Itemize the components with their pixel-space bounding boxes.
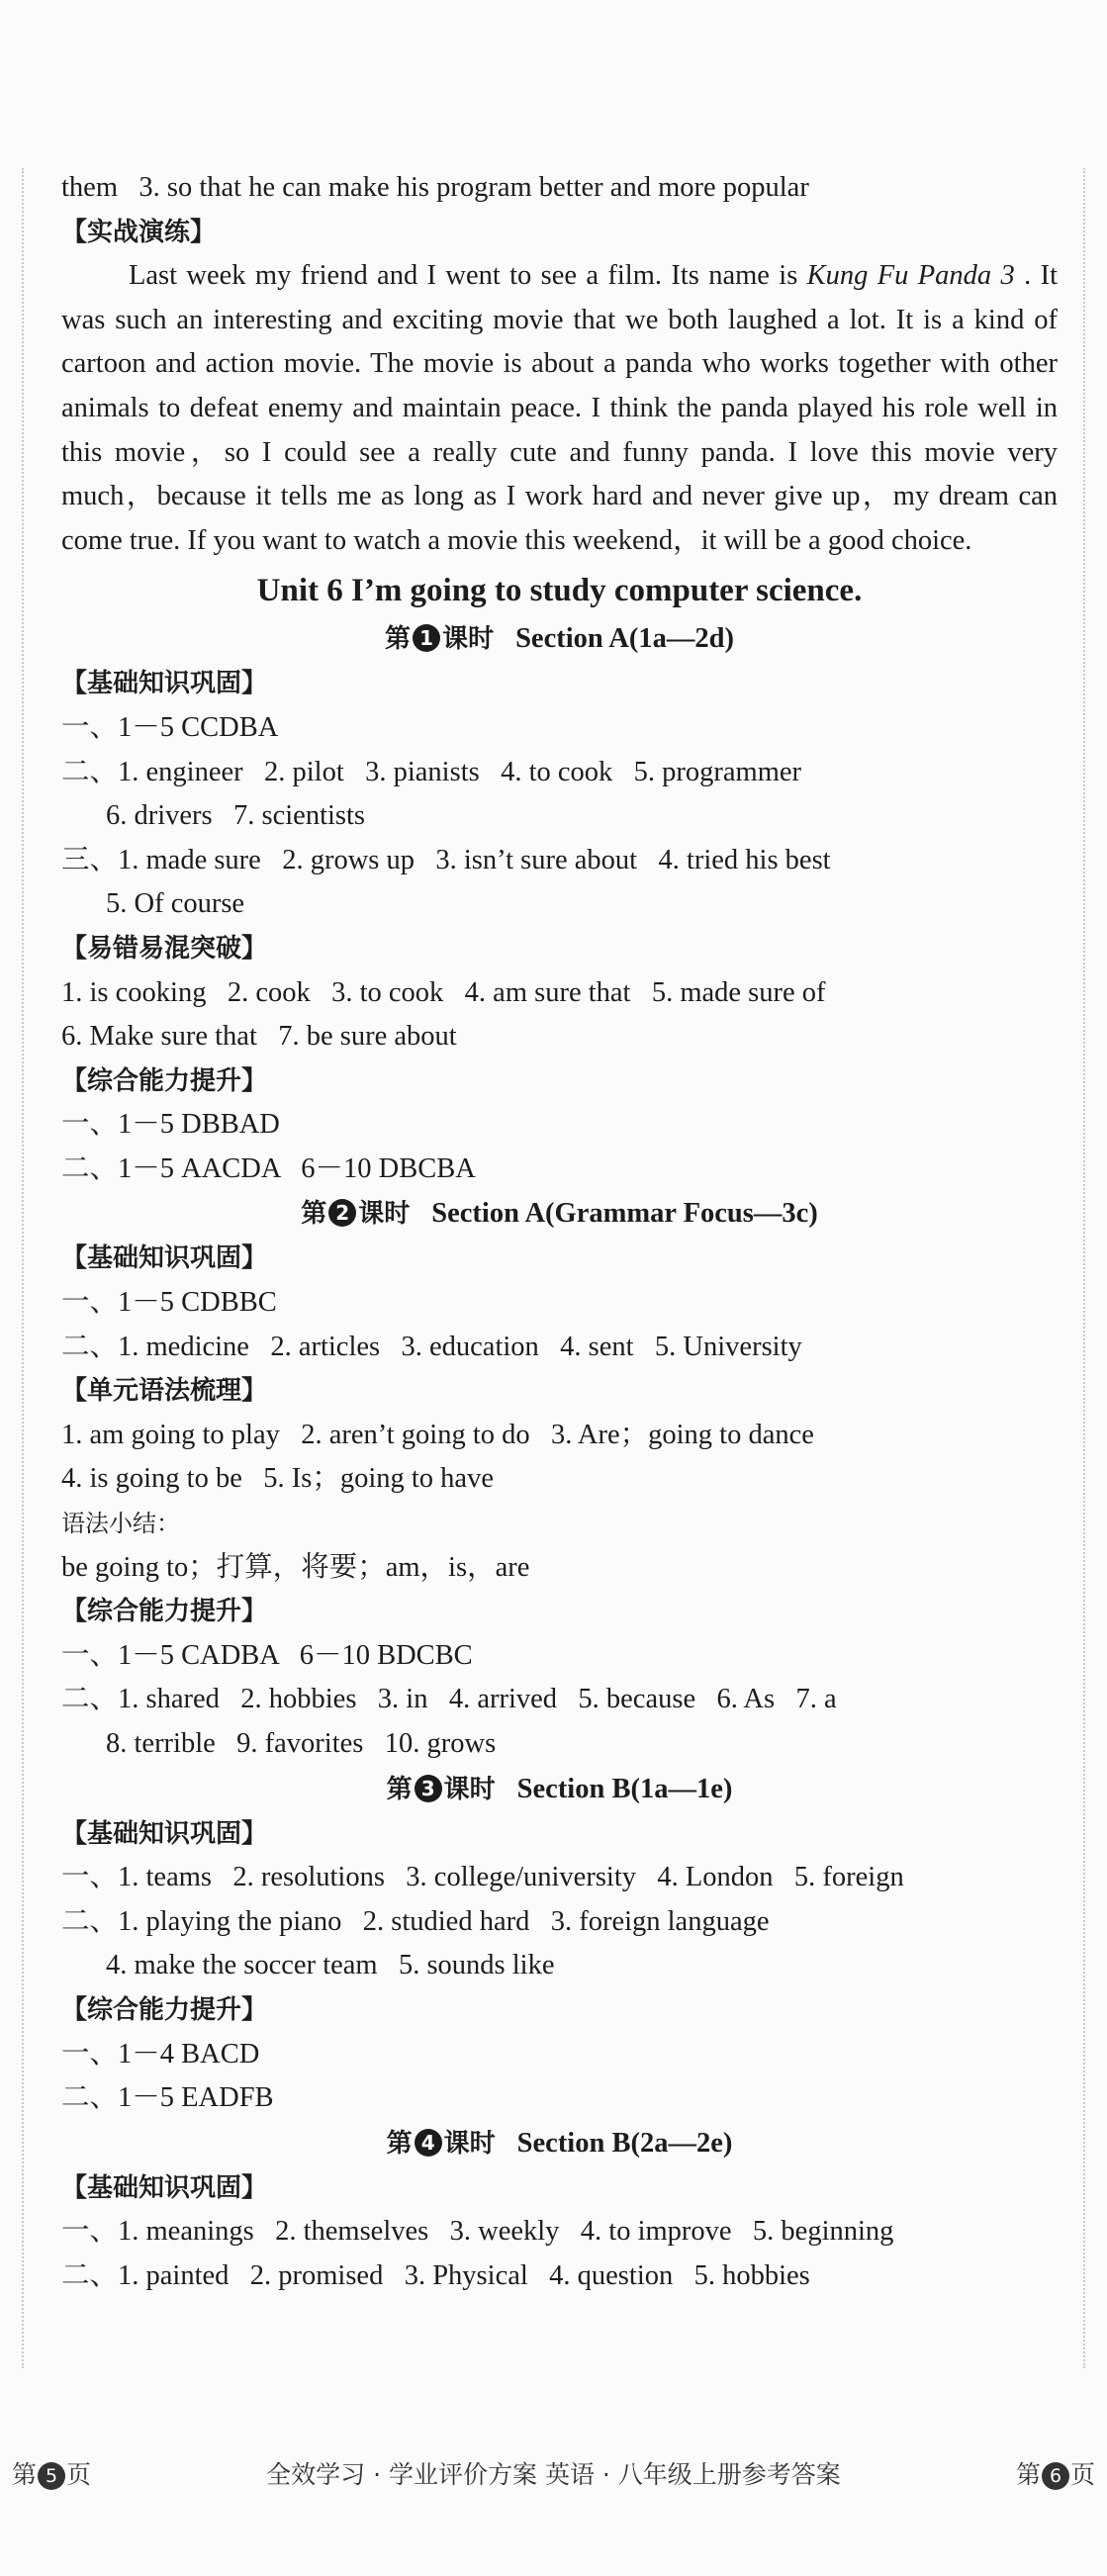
left-margin-line (22, 168, 24, 2368)
answer-line: 二、1－5 AACDA 6－10 DBCBA (61, 1152, 476, 1184)
lesson-heading (61, 1767, 1058, 1812)
block-heading: 【基础知识巩固】 (61, 669, 268, 699)
unit-title: Unit 6 I’m going to study computer science. (256, 573, 863, 609)
answer-line: 一、1. meanings 2. themselves 3. weekly 4. to improve 5. beginning (61, 2216, 894, 2248)
essay-part-1: Last week my friend and I went to see a film. Its name is (129, 260, 807, 292)
answer-line: 三、1. made sure 2. grows up 3. isn’t sure about 4. tried his best (61, 844, 831, 875)
footer-right-number: 6 (1042, 2462, 1069, 2490)
right-margin-line (1083, 168, 1085, 2368)
practice-heading: 【实战演练】 (61, 217, 217, 247)
footer-right-pre: 第 (1015, 2460, 1041, 2489)
footer-left-post: 页 (66, 2460, 92, 2489)
block-heading: 【基础知识巩固】 (61, 1818, 268, 1849)
continued-line: them 3. so that he can make his program better and more popular (61, 172, 809, 203)
answer-line: 二、1. playing the piano 2. studied hard 3. foreign language (61, 1905, 770, 1937)
answer-line: 6. drivers 7. scientists (106, 800, 366, 832)
lesson-post: 课时 (442, 624, 495, 655)
practice-essay (61, 254, 1058, 563)
answer-line: 8. terrible 9. favorites 10. grows (106, 1728, 497, 1759)
answer-line: 1. is cooking 2. cook 3. to cook 4. am sure that 5. made sure of (61, 976, 826, 1008)
block-heading: 【易错易混突破】 (61, 933, 268, 964)
lesson-pre: 第 (385, 624, 412, 655)
answer-line: 一、1. teams 2. resolutions 3. college/university 4. London 5. foreign (61, 1862, 904, 1893)
answer-line: be going to；打算，将要；am，is，are (61, 1551, 530, 1583)
answer-line: 一、1－5 DBBAD (61, 1109, 280, 1141)
lesson-section: Section A(Grammar Focus—3c) (431, 1198, 818, 1230)
page-footer (0, 2455, 1107, 2499)
answer-line: 二、1－5 EADFB (61, 2082, 274, 2114)
lesson-post: 课时 (358, 1199, 411, 1230)
answer-line: 一、1－5 CDBBC (61, 1287, 277, 1319)
block-heading: 【基础知识巩固】 (61, 1243, 268, 1274)
answer-line: 二、1. engineer 2. pilot 3. pianists 4. to cook 5. programmer (61, 756, 801, 787)
lesson-post: 课时 (443, 1774, 496, 1804)
block-heading: 【综合能力提升】 (61, 1597, 268, 1627)
answer-line: 1. am going to play 2. aren’t going to do 3. Are；going to dance (61, 1419, 814, 1450)
footer-right-post: 页 (1069, 2460, 1095, 2489)
lesson-number: 1 (413, 624, 440, 652)
footer-right-page (1016, 2455, 1095, 2491)
answer-line: 4. make the soccer team 5. sounds like (106, 1950, 555, 1981)
page-content (61, 166, 1058, 2299)
answer-line: 6. Make sure that 7. be sure about (61, 1021, 457, 1053)
footer-book-title: 全效学习 · 学业评价方案 英语 · 八年级上册参考答案 (266, 2460, 841, 2489)
block-heading: 【基础知识巩固】 (61, 2172, 268, 2203)
answer-line: 语法小结： (61, 1510, 180, 1538)
lesson-number: 4 (415, 2129, 442, 2157)
lesson-section: Section A(1a—2d) (515, 623, 734, 655)
lesson-number: 2 (328, 1199, 356, 1227)
answer-line: 二、1. painted 2. promised 3. Physical 4. question 5. hobbies (61, 2259, 810, 2291)
answer-line: 一、1－4 BACD (61, 2038, 260, 2070)
lesson-pre: 第 (386, 2128, 413, 2159)
lessons-container (61, 616, 1058, 2298)
lesson-post: 课时 (443, 2128, 496, 2159)
block-heading: 【单元语法梳理】 (61, 1376, 268, 1407)
answer-line: 二、1. medicine 2. articles 3. education 4. sent 5. University (61, 1331, 802, 1362)
essay-part-2: . It was such an interesting and exciting movie that we both laughed a lot. It is a kind of cartoon and action movie. The movie is about a panda who works together with other animals to defeat enemy and maintain peace. I think the panda played his role well in this movie，so I could see a really cute and funny panda. I love this movie very much，because it tells me as long as I work hard and never give up，my dream can come true. If you want to watch a movie this weekend，it will be a good choice. (61, 260, 1058, 556)
lesson-number: 3 (415, 1775, 442, 1802)
answer-line: 5. Of course (106, 888, 245, 920)
lesson-heading (61, 1191, 1058, 1237)
lesson-section: Section B(1a—1e) (516, 1773, 733, 1804)
answer-line: 二、1. shared 2. hobbies 3. in 4. arrived 5. because 6. As 7. a (61, 1684, 837, 1715)
footer-left-pre: 第 (12, 2460, 38, 2489)
block-heading: 【综合能力提升】 (61, 1065, 268, 1096)
answer-line: 一、1－5 CADBA 6－10 BDCBC (61, 1639, 473, 1671)
lesson-heading (61, 616, 1058, 662)
lesson-section: Section B(2a—2e) (516, 2127, 733, 2159)
block-heading: 【综合能力提升】 (61, 1994, 268, 2025)
answer-line: 4. is going to be 5. Is；going to have (61, 1463, 494, 1495)
lesson-pre: 第 (301, 1199, 327, 1230)
answer-line: 一、1－5 CCDBA (61, 711, 279, 743)
lesson-heading (61, 2121, 1058, 2166)
footer-left-number: 5 (38, 2462, 65, 2490)
lesson-pre: 第 (386, 1774, 413, 1804)
film-title: Kung Fu Panda 3 (806, 260, 1015, 292)
